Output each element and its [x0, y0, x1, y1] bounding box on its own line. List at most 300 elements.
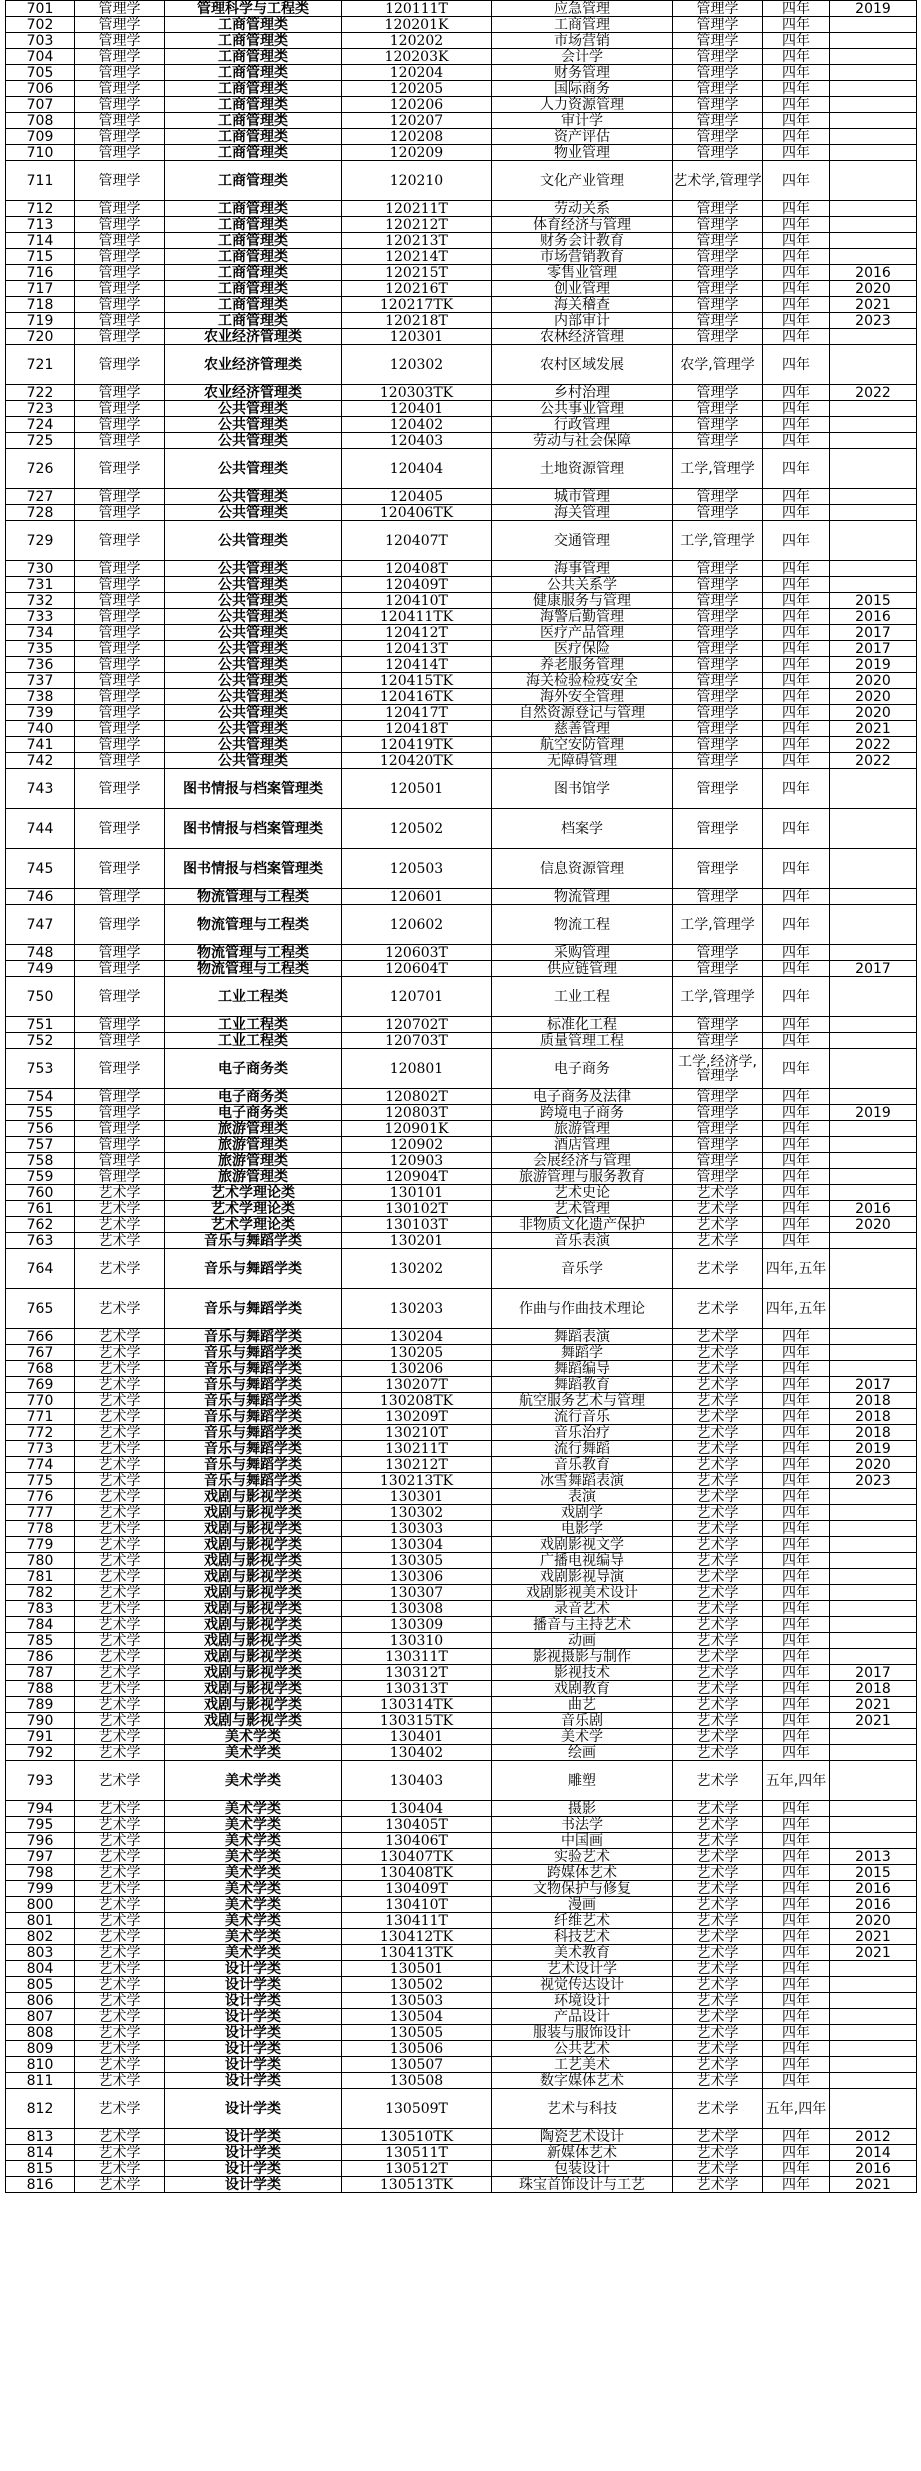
code-cell: 120402: [342, 417, 492, 433]
category-cell: 戏剧与影视学类: [165, 1537, 342, 1553]
serial-cell: 702: [6, 17, 75, 33]
serial-cell: 805: [6, 1977, 75, 1993]
year-added-cell: 2015: [830, 593, 917, 609]
duration-cell: 四年: [763, 1913, 830, 1929]
major-name-cell: 中国画: [492, 1833, 673, 1849]
discipline-cell: 艺术学: [75, 1681, 165, 1697]
major-name-cell: 采购管理: [492, 945, 673, 961]
duration-cell: 四年: [763, 1601, 830, 1617]
category-cell: 公共管理类: [165, 561, 342, 577]
discipline-cell: 艺术学: [75, 1233, 165, 1249]
table-row: [6, 1617, 917, 1633]
code-cell: 130401: [342, 1729, 492, 1745]
table-row: [6, 945, 917, 961]
category-cell: 美术学类: [165, 1929, 342, 1945]
duration-cell: 四年: [763, 17, 830, 33]
year-added-cell: 2019: [830, 1105, 917, 1121]
serial-cell: 707: [6, 97, 75, 113]
discipline-cell: 管理学: [75, 505, 165, 521]
year-added-cell: [830, 1361, 917, 1377]
category-cell: 艺术学理论类: [165, 1185, 342, 1201]
category-cell: 设计学类: [165, 1993, 342, 2009]
serial-cell: 810: [6, 2057, 75, 2073]
category-cell: 公共管理类: [165, 705, 342, 721]
serial-cell: 785: [6, 1633, 75, 1649]
category-cell: 公共管理类: [165, 657, 342, 673]
year-added-cell: 2020: [830, 281, 917, 297]
year-added-cell: [830, 329, 917, 345]
category-cell: 戏剧与影视学类: [165, 1617, 342, 1633]
table-row: [6, 1089, 917, 1105]
degree-cell: 艺术学: [673, 1569, 763, 1585]
discipline-cell: 艺术学: [75, 1441, 165, 1457]
year-added-cell: 2016: [830, 1881, 917, 1897]
year-added-cell: [830, 577, 917, 593]
year-added-cell: 2023: [830, 1473, 917, 1489]
table-row: [6, 561, 917, 577]
code-cell: 120903: [342, 1153, 492, 1169]
serial-cell: 771: [6, 1409, 75, 1425]
table-row: [6, 1169, 917, 1185]
table-row: [6, 593, 917, 609]
year-added-cell: [830, 1169, 917, 1185]
year-added-cell: [830, 1033, 917, 1049]
major-name-cell: 海关稽查: [492, 297, 673, 313]
code-cell: 120407T: [342, 521, 492, 561]
duration-cell: 四年: [763, 2025, 830, 2041]
year-added-cell: 2017: [830, 641, 917, 657]
category-cell: 设计学类: [165, 2161, 342, 2177]
code-cell: 130206: [342, 1361, 492, 1377]
duration-cell: 四年: [763, 1505, 830, 1521]
major-name-cell: 绘画: [492, 1745, 673, 1761]
table-row: [6, 265, 917, 281]
serial-cell: 759: [6, 1169, 75, 1185]
duration-cell: 四年: [763, 1537, 830, 1553]
category-cell: 公共管理类: [165, 417, 342, 433]
discipline-cell: 艺术学: [75, 1345, 165, 1361]
code-cell: 120215T: [342, 265, 492, 281]
year-added-cell: [830, 561, 917, 577]
discipline-cell: 艺术学: [75, 2145, 165, 2161]
serial-cell: 740: [6, 721, 75, 737]
category-cell: 戏剧与影视学类: [165, 1489, 342, 1505]
table-row: [6, 977, 917, 1017]
table-row: [6, 401, 917, 417]
degree-cell: 管理学: [673, 81, 763, 97]
code-cell: 130407TK: [342, 1849, 492, 1865]
serial-cell: 764: [6, 1249, 75, 1289]
table-row: [6, 521, 917, 561]
major-name-cell: 人力资源管理: [492, 97, 673, 113]
category-cell: 公共管理类: [165, 753, 342, 769]
category-cell: 设计学类: [165, 2129, 342, 2145]
table-row: [6, 217, 917, 233]
table-body: [6, 1, 917, 2193]
serial-cell: 739: [6, 705, 75, 721]
discipline-cell: 管理学: [75, 905, 165, 945]
serial-cell: 783: [6, 1601, 75, 1617]
category-cell: 公共管理类: [165, 721, 342, 737]
degree-cell: 艺术学: [673, 1729, 763, 1745]
year-added-cell: [830, 489, 917, 505]
serial-cell: 727: [6, 489, 75, 505]
major-name-cell: 医疗保险: [492, 641, 673, 657]
major-name-cell: 会展经济与管理: [492, 1153, 673, 1169]
year-added-cell: [830, 129, 917, 145]
duration-cell: 四年: [763, 1185, 830, 1201]
degree-cell: 管理学: [673, 809, 763, 849]
serial-cell: 781: [6, 1569, 75, 1585]
serial-cell: 729: [6, 521, 75, 561]
code-cell: 130212T: [342, 1457, 492, 1473]
year-added-cell: [830, 1521, 917, 1537]
duration-cell: 四年: [763, 961, 830, 977]
table-row: [6, 1537, 917, 1553]
code-cell: 120403: [342, 433, 492, 449]
serial-cell: 812: [6, 2089, 75, 2129]
serial-cell: 782: [6, 1585, 75, 1601]
discipline-cell: 艺术学: [75, 1849, 165, 1865]
category-cell: 美术学类: [165, 1833, 342, 1849]
year-added-cell: [830, 1745, 917, 1761]
duration-cell: 四年: [763, 329, 830, 345]
table-row: [6, 2177, 917, 2193]
degree-cell: 艺术学: [673, 1409, 763, 1425]
category-cell: 艺术学理论类: [165, 1201, 342, 1217]
discipline-cell: 管理学: [75, 1153, 165, 1169]
duration-cell: 四年: [763, 489, 830, 505]
code-cell: 120211T: [342, 201, 492, 217]
code-cell: 130405T: [342, 1817, 492, 1833]
discipline-cell: 管理学: [75, 1, 165, 17]
degree-cell: 管理学: [673, 113, 763, 129]
year-added-cell: 2018: [830, 1425, 917, 1441]
discipline-cell: 管理学: [75, 81, 165, 97]
degree-cell: 艺术学: [673, 1289, 763, 1329]
degree-cell: 农学,管理学: [673, 345, 763, 385]
duration-cell: 四年: [763, 1697, 830, 1713]
table-row: [6, 1913, 917, 1929]
major-name-cell: 土地资源管理: [492, 449, 673, 489]
discipline-cell: 管理学: [75, 145, 165, 161]
code-cell: 120401: [342, 401, 492, 417]
category-cell: 农业经济管理类: [165, 329, 342, 345]
code-cell: 120703T: [342, 1033, 492, 1049]
category-cell: 戏剧与影视学类: [165, 1505, 342, 1521]
category-cell: 农业经济管理类: [165, 385, 342, 401]
degree-cell: 管理学: [673, 97, 763, 113]
category-cell: 旅游管理类: [165, 1169, 342, 1185]
duration-cell: 四年: [763, 1489, 830, 1505]
discipline-cell: 管理学: [75, 889, 165, 905]
code-cell: 120411TK: [342, 609, 492, 625]
discipline-cell: 艺术学: [75, 1897, 165, 1913]
major-name-cell: 医疗产品管理: [492, 625, 673, 641]
category-cell: 公共管理类: [165, 641, 342, 657]
year-added-cell: [830, 945, 917, 961]
year-added-cell: [830, 81, 917, 97]
major-name-cell: 创业管理: [492, 281, 673, 297]
duration-cell: 四年: [763, 977, 830, 1017]
major-name-cell: 影视技术: [492, 1665, 673, 1681]
table-row: [6, 1473, 917, 1489]
major-name-cell: 珠宝首饰设计与工艺: [492, 2177, 673, 2193]
degree-cell: 管理学: [673, 849, 763, 889]
duration-cell: 四年: [763, 1585, 830, 1601]
code-cell: 130301: [342, 1489, 492, 1505]
degree-cell: 管理学: [673, 657, 763, 673]
year-added-cell: [830, 1633, 917, 1649]
degree-cell: 艺术学: [673, 1425, 763, 1441]
table-row: [6, 2073, 917, 2089]
degree-cell: 艺术学: [673, 1633, 763, 1649]
table-row: [6, 1289, 917, 1329]
major-name-cell: 旅游管理与服务教育: [492, 1169, 673, 1185]
category-cell: 电子商务类: [165, 1049, 342, 1089]
discipline-cell: 管理学: [75, 809, 165, 849]
serial-cell: 804: [6, 1961, 75, 1977]
code-cell: 130315TK: [342, 1713, 492, 1729]
degree-cell: 管理学: [673, 889, 763, 905]
major-name-cell: 数字媒体艺术: [492, 2073, 673, 2089]
category-cell: 物流管理与工程类: [165, 889, 342, 905]
degree-cell: 管理学: [673, 433, 763, 449]
code-cell: 130312T: [342, 1665, 492, 1681]
major-name-cell: 文物保护与修复: [492, 1881, 673, 1897]
serial-cell: 708: [6, 113, 75, 129]
serial-cell: 725: [6, 433, 75, 449]
degree-cell: 管理学: [673, 961, 763, 977]
serial-cell: 721: [6, 345, 75, 385]
discipline-cell: 管理学: [75, 281, 165, 297]
table-row: [6, 2089, 917, 2129]
discipline-cell: 艺术学: [75, 1425, 165, 1441]
category-cell: 设计学类: [165, 2057, 342, 2073]
year-added-cell: 2023: [830, 313, 917, 329]
category-cell: 戏剧与影视学类: [165, 1585, 342, 1601]
discipline-cell: 艺术学: [75, 2057, 165, 2073]
degree-cell: 管理学: [673, 297, 763, 313]
duration-cell: 四年: [763, 233, 830, 249]
serial-cell: 787: [6, 1665, 75, 1681]
year-added-cell: [830, 1049, 917, 1089]
discipline-cell: 管理学: [75, 977, 165, 1017]
duration-cell: 四年: [763, 1633, 830, 1649]
table-row: [6, 1425, 917, 1441]
duration-cell: 四年: [763, 945, 830, 961]
serial-cell: 748: [6, 945, 75, 961]
category-cell: 公共管理类: [165, 609, 342, 625]
code-cell: 130201: [342, 1233, 492, 1249]
duration-cell: 四年: [763, 1833, 830, 1849]
duration-cell: 四年: [763, 385, 830, 401]
major-name-cell: 物流工程: [492, 905, 673, 945]
discipline-cell: 管理学: [75, 329, 165, 345]
serial-cell: 801: [6, 1913, 75, 1929]
category-cell: 美术学类: [165, 1761, 342, 1801]
degree-cell: 艺术学: [673, 1649, 763, 1665]
duration-cell: 四年: [763, 33, 830, 49]
serial-cell: 794: [6, 1801, 75, 1817]
category-cell: 戏剧与影视学类: [165, 1681, 342, 1697]
degree-cell: 管理学: [673, 625, 763, 641]
degree-cell: 艺术学,管理学: [673, 161, 763, 201]
year-added-cell: [830, 65, 917, 81]
major-name-cell: 服装与服饰设计: [492, 2025, 673, 2041]
code-cell: 130509T: [342, 2089, 492, 2129]
duration-cell: 四年: [763, 689, 830, 705]
table-row: [6, 1601, 917, 1617]
code-cell: 130403: [342, 1761, 492, 1801]
major-name-cell: 质量管理工程: [492, 1033, 673, 1049]
discipline-cell: 艺术学: [75, 1961, 165, 1977]
category-cell: 艺术学理论类: [165, 1217, 342, 1233]
major-name-cell: 财务管理: [492, 65, 673, 81]
table-row: [6, 1201, 917, 1217]
duration-cell: 四年: [763, 1713, 830, 1729]
code-cell: 130502: [342, 1977, 492, 1993]
code-cell: 120901K: [342, 1121, 492, 1137]
code-cell: 120802T: [342, 1089, 492, 1105]
category-cell: 工商管理类: [165, 145, 342, 161]
serial-cell: 795: [6, 1817, 75, 1833]
year-added-cell: [830, 1993, 917, 2009]
table-row: [6, 889, 917, 905]
serial-cell: 792: [6, 1745, 75, 1761]
discipline-cell: 艺术学: [75, 1361, 165, 1377]
code-cell: 120216T: [342, 281, 492, 297]
discipline-cell: 艺术学: [75, 1521, 165, 1537]
discipline-cell: 艺术学: [75, 1409, 165, 1425]
category-cell: 工商管理类: [165, 129, 342, 145]
discipline-cell: 艺术学: [75, 1505, 165, 1521]
code-cell: 120213T: [342, 233, 492, 249]
major-name-cell: 劳动与社会保障: [492, 433, 673, 449]
duration-cell: 四年: [763, 1681, 830, 1697]
major-name-cell: 舞蹈编导: [492, 1361, 673, 1377]
category-cell: 工业工程类: [165, 1017, 342, 1033]
duration-cell: 四年: [763, 1929, 830, 1945]
category-cell: 音乐与舞蹈学类: [165, 1233, 342, 1249]
table-row: [6, 721, 917, 737]
serial-cell: 745: [6, 849, 75, 889]
year-added-cell: 2021: [830, 1713, 917, 1729]
code-cell: 130306: [342, 1569, 492, 1585]
degree-cell: 艺术学: [673, 1977, 763, 1993]
code-cell: 120419TK: [342, 737, 492, 753]
category-cell: 图书情报与档案管理类: [165, 769, 342, 809]
discipline-cell: 艺术学: [75, 1377, 165, 1393]
code-cell: 120413T: [342, 641, 492, 657]
category-cell: 工商管理类: [165, 297, 342, 313]
duration-cell: 四年: [763, 561, 830, 577]
degree-cell: 艺术学: [673, 1761, 763, 1801]
year-added-cell: [830, 1617, 917, 1633]
code-cell: 120301: [342, 329, 492, 345]
table-row: [6, 809, 917, 849]
table-row: [6, 1881, 917, 1897]
major-name-cell: 养老服务管理: [492, 657, 673, 673]
year-added-cell: [830, 433, 917, 449]
category-cell: 戏剧与影视学类: [165, 1521, 342, 1537]
year-added-cell: 2017: [830, 1377, 917, 1393]
degree-cell: 管理学: [673, 561, 763, 577]
code-cell: 130413TK: [342, 1945, 492, 1961]
category-cell: 工商管理类: [165, 217, 342, 233]
year-added-cell: [830, 1761, 917, 1801]
code-cell: 120414T: [342, 657, 492, 673]
year-added-cell: [830, 905, 917, 945]
code-cell: 130513TK: [342, 2177, 492, 2193]
table-row: [6, 737, 917, 753]
table-row: [6, 1345, 917, 1361]
discipline-cell: 管理学: [75, 753, 165, 769]
degree-cell: 管理学: [673, 329, 763, 345]
duration-cell: 四年: [763, 1217, 830, 1233]
year-added-cell: 2021: [830, 297, 917, 313]
duration-cell: 四年: [763, 1425, 830, 1441]
major-name-cell: 公共事业管理: [492, 401, 673, 417]
category-cell: 音乐与舞蹈学类: [165, 1393, 342, 1409]
major-name-cell: 艺术设计学: [492, 1961, 673, 1977]
discipline-cell: 管理学: [75, 705, 165, 721]
category-cell: 工商管理类: [165, 249, 342, 265]
category-cell: 工商管理类: [165, 113, 342, 129]
major-name-cell: 无障碍管理: [492, 753, 673, 769]
serial-cell: 719: [6, 313, 75, 329]
discipline-cell: 管理学: [75, 673, 165, 689]
year-added-cell: 2018: [830, 1409, 917, 1425]
major-name-cell: 健康服务与管理: [492, 593, 673, 609]
major-name-cell: 艺术史论: [492, 1185, 673, 1201]
serial-cell: 779: [6, 1537, 75, 1553]
serial-cell: 747: [6, 905, 75, 945]
table-row: [6, 145, 917, 161]
year-added-cell: [830, 2009, 917, 2025]
year-added-cell: [830, 1489, 917, 1505]
serial-cell: 763: [6, 1233, 75, 1249]
duration-cell: 四年: [763, 577, 830, 593]
table-row: [6, 33, 917, 49]
duration-cell: 四年: [763, 769, 830, 809]
table-row: [6, 1377, 917, 1393]
code-cell: 120207: [342, 113, 492, 129]
category-cell: 音乐与舞蹈学类: [165, 1249, 342, 1289]
discipline-cell: 艺术学: [75, 1601, 165, 1617]
discipline-cell: 管理学: [75, 129, 165, 145]
duration-cell: 四年: [763, 2161, 830, 2177]
year-added-cell: [830, 17, 917, 33]
table-row: [6, 1521, 917, 1537]
degree-cell: 艺术学: [673, 1393, 763, 1409]
degree-cell: 艺术学: [673, 2177, 763, 2193]
category-cell: 音乐与舞蹈学类: [165, 1289, 342, 1329]
major-name-cell: 行政管理: [492, 417, 673, 433]
degree-cell: 艺术学: [673, 1489, 763, 1505]
duration-cell: 四年,五年: [763, 1249, 830, 1289]
degree-cell: 艺术学: [673, 2025, 763, 2041]
code-cell: 130307: [342, 1585, 492, 1601]
serial-cell: 791: [6, 1729, 75, 1745]
duration-cell: 四年: [763, 297, 830, 313]
year-added-cell: 2020: [830, 673, 917, 689]
serial-cell: 784: [6, 1617, 75, 1633]
degree-cell: 管理学: [673, 1089, 763, 1105]
year-added-cell: 2020: [830, 689, 917, 705]
serial-cell: 800: [6, 1897, 75, 1913]
category-cell: 设计学类: [165, 1961, 342, 1977]
